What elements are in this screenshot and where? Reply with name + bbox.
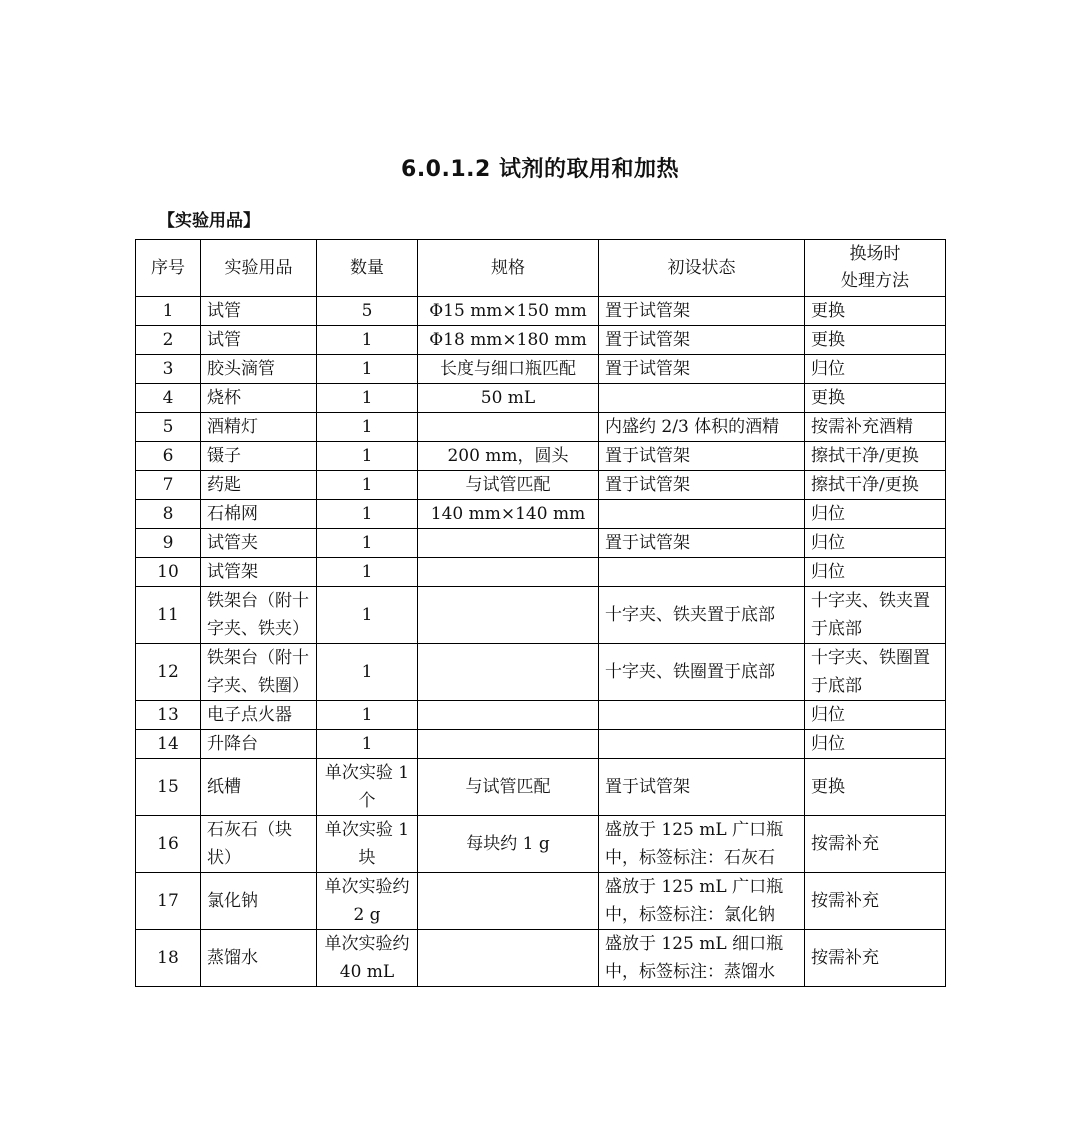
cell-item: 试管架 bbox=[201, 558, 317, 587]
cell-qty: 1 bbox=[317, 442, 418, 471]
cell-qty: 单次实验 1 块 bbox=[317, 816, 418, 873]
cell-spec: 长度与细口瓶匹配 bbox=[418, 355, 599, 384]
cell-state: 盛放于 125 mL 广口瓶中，标签标注：氯化钠 bbox=[599, 873, 805, 930]
cell-spec bbox=[418, 558, 599, 587]
cell-method: 归位 bbox=[805, 701, 946, 730]
table-row bbox=[136, 730, 946, 759]
cell-method: 更换 bbox=[805, 326, 946, 355]
cell-qty: 1 bbox=[317, 384, 418, 413]
cell-spec: 140 mm×140 mm bbox=[418, 500, 599, 529]
cell-qty: 1 bbox=[317, 644, 418, 701]
cell-spec bbox=[418, 644, 599, 701]
cell-state bbox=[599, 558, 805, 587]
cell-qty: 1 bbox=[317, 326, 418, 355]
header-method-line-2: 处理方法 bbox=[841, 271, 909, 291]
cell-spec bbox=[418, 930, 599, 987]
cell-state: 置于试管架 bbox=[599, 471, 805, 500]
cell-state: 置于试管架 bbox=[599, 326, 805, 355]
cell-spec: Φ15 mm×150 mm bbox=[418, 297, 599, 326]
cell-qty: 1 bbox=[317, 730, 418, 759]
cell-spec bbox=[418, 587, 599, 644]
cell-method: 按需补充 bbox=[805, 873, 946, 930]
cell-item: 蒸馏水 bbox=[201, 930, 317, 987]
cell-method: 十字夹、铁圈置于底部 bbox=[805, 644, 946, 701]
cell-no: 15 bbox=[136, 759, 201, 816]
header-no: 序号 bbox=[136, 240, 201, 297]
table-row bbox=[136, 759, 946, 816]
table-header-row bbox=[136, 240, 946, 297]
cell-method: 擦拭干净/更换 bbox=[805, 471, 946, 500]
cell-no: 5 bbox=[136, 413, 201, 442]
cell-method: 更换 bbox=[805, 384, 946, 413]
header-method-line-1: 换场时 bbox=[849, 244, 901, 264]
cell-no: 14 bbox=[136, 730, 201, 759]
cell-method: 归位 bbox=[805, 529, 946, 558]
table-row bbox=[136, 558, 946, 587]
cell-qty: 1 bbox=[317, 355, 418, 384]
cell-no: 11 bbox=[136, 587, 201, 644]
table-row bbox=[136, 701, 946, 730]
cell-no: 16 bbox=[136, 816, 201, 873]
cell-state: 置于试管架 bbox=[599, 355, 805, 384]
cell-no: 10 bbox=[136, 558, 201, 587]
header-method bbox=[805, 240, 946, 297]
cell-qty: 1 bbox=[317, 529, 418, 558]
cell-qty: 1 bbox=[317, 471, 418, 500]
cell-spec: 与试管匹配 bbox=[418, 471, 599, 500]
cell-method: 十字夹、铁夹置于底部 bbox=[805, 587, 946, 644]
cell-item: 电子点火器 bbox=[201, 701, 317, 730]
header-state: 初设状态 bbox=[599, 240, 805, 297]
table-row bbox=[136, 326, 946, 355]
cell-item: 胶头滴管 bbox=[201, 355, 317, 384]
cell-state bbox=[599, 701, 805, 730]
table-row bbox=[136, 644, 946, 701]
section-heading: 【实验用品】 bbox=[158, 211, 260, 231]
cell-no: 2 bbox=[136, 326, 201, 355]
cell-item: 纸槽 bbox=[201, 759, 317, 816]
table-row bbox=[136, 873, 946, 930]
cell-state: 盛放于 125 mL 广口瓶中，标签标注：石灰石 bbox=[599, 816, 805, 873]
cell-item: 氯化钠 bbox=[201, 873, 317, 930]
cell-qty: 单次实验约 2 g bbox=[317, 873, 418, 930]
cell-spec bbox=[418, 701, 599, 730]
cell-spec: 与试管匹配 bbox=[418, 759, 599, 816]
cell-spec: 每块约 1 g bbox=[418, 816, 599, 873]
cell-no: 18 bbox=[136, 930, 201, 987]
cell-no: 12 bbox=[136, 644, 201, 701]
cell-qty: 5 bbox=[317, 297, 418, 326]
cell-state: 十字夹、铁夹置于底部 bbox=[599, 587, 805, 644]
cell-item: 酒精灯 bbox=[201, 413, 317, 442]
cell-method: 按需补充酒精 bbox=[805, 413, 946, 442]
cell-method: 按需补充 bbox=[805, 930, 946, 987]
cell-item: 铁架台（附十字夹、铁圈） bbox=[201, 644, 317, 701]
cell-spec: 200 mm，圆头 bbox=[418, 442, 599, 471]
cell-item: 铁架台（附十字夹、铁夹） bbox=[201, 587, 317, 644]
cell-method: 归位 bbox=[805, 500, 946, 529]
table-body bbox=[136, 297, 946, 987]
cell-qty: 1 bbox=[317, 558, 418, 587]
cell-method: 擦拭干净/更换 bbox=[805, 442, 946, 471]
cell-item: 试管 bbox=[201, 326, 317, 355]
cell-qty: 单次实验约 40 mL bbox=[317, 930, 418, 987]
table-row bbox=[136, 297, 946, 326]
cell-state: 内盛约 2/3 体积的酒精 bbox=[599, 413, 805, 442]
cell-item: 药匙 bbox=[201, 471, 317, 500]
cell-spec bbox=[418, 873, 599, 930]
table-row bbox=[136, 930, 946, 987]
table-row bbox=[136, 529, 946, 558]
cell-spec bbox=[418, 413, 599, 442]
table-row bbox=[136, 471, 946, 500]
cell-no: 8 bbox=[136, 500, 201, 529]
cell-item: 镊子 bbox=[201, 442, 317, 471]
table-row bbox=[136, 500, 946, 529]
cell-qty: 单次实验 1 个 bbox=[317, 759, 418, 816]
equipment-table bbox=[135, 239, 946, 987]
cell-spec bbox=[418, 529, 599, 558]
cell-item: 烧杯 bbox=[201, 384, 317, 413]
cell-no: 13 bbox=[136, 701, 201, 730]
cell-method: 更换 bbox=[805, 297, 946, 326]
cell-method: 按需补充 bbox=[805, 816, 946, 873]
cell-state: 置于试管架 bbox=[599, 297, 805, 326]
cell-state: 置于试管架 bbox=[599, 759, 805, 816]
cell-state: 置于试管架 bbox=[599, 529, 805, 558]
cell-no: 6 bbox=[136, 442, 201, 471]
cell-spec bbox=[418, 730, 599, 759]
header-spec: 规格 bbox=[418, 240, 599, 297]
cell-method: 归位 bbox=[805, 355, 946, 384]
cell-state: 十字夹、铁圈置于底部 bbox=[599, 644, 805, 701]
cell-item: 试管夹 bbox=[201, 529, 317, 558]
cell-method: 归位 bbox=[805, 558, 946, 587]
table-row bbox=[136, 384, 946, 413]
table-row bbox=[136, 816, 946, 873]
cell-item: 试管 bbox=[201, 297, 317, 326]
cell-no: 1 bbox=[136, 297, 201, 326]
cell-no: 17 bbox=[136, 873, 201, 930]
cell-qty: 1 bbox=[317, 587, 418, 644]
cell-state bbox=[599, 500, 805, 529]
header-item: 实验用品 bbox=[201, 240, 317, 297]
cell-state: 置于试管架 bbox=[599, 442, 805, 471]
cell-item: 升降台 bbox=[201, 730, 317, 759]
cell-spec: 50 mL bbox=[418, 384, 599, 413]
cell-no: 9 bbox=[136, 529, 201, 558]
cell-item: 石棉网 bbox=[201, 500, 317, 529]
cell-qty: 1 bbox=[317, 701, 418, 730]
cell-state bbox=[599, 730, 805, 759]
cell-no: 3 bbox=[136, 355, 201, 384]
cell-method: 归位 bbox=[805, 730, 946, 759]
table-row bbox=[136, 413, 946, 442]
cell-qty: 1 bbox=[317, 413, 418, 442]
cell-no: 4 bbox=[136, 384, 201, 413]
cell-spec: Φ18 mm×180 mm bbox=[418, 326, 599, 355]
cell-state bbox=[599, 384, 805, 413]
table-row bbox=[136, 355, 946, 384]
table-row bbox=[136, 442, 946, 471]
table-row bbox=[136, 587, 946, 644]
cell-no: 7 bbox=[136, 471, 201, 500]
cell-method: 更换 bbox=[805, 759, 946, 816]
cell-qty: 1 bbox=[317, 500, 418, 529]
page-title: 6.0.1.2 试剂的取用和加热 bbox=[401, 157, 679, 182]
cell-item: 石灰石（块状） bbox=[201, 816, 317, 873]
cell-state: 盛放于 125 mL 细口瓶中，标签标注：蒸馏水 bbox=[599, 930, 805, 987]
header-qty: 数量 bbox=[317, 240, 418, 297]
